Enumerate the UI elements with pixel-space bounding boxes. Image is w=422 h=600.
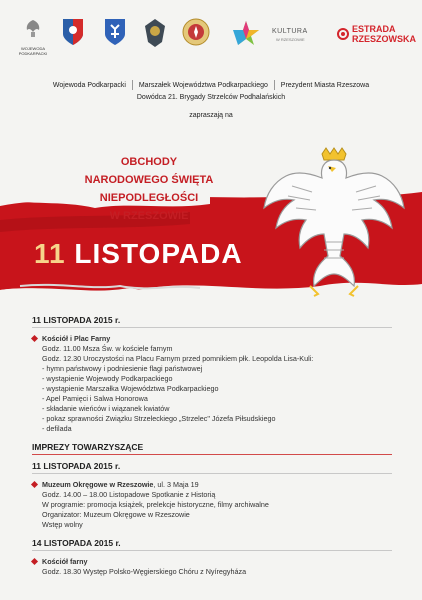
schedule-line: Godz. 12.30 Uroczystości na Placu Farnym przed pomnikiem płk. Leopolda Lisa-Kuli: xyxy=(42,354,314,363)
location-kosciol-plac-farny xyxy=(32,334,392,344)
section-title-11-nov: 11 LISTOPADA 2015 r. xyxy=(32,315,392,328)
location-name: Muzeum Okręgowe w Rzeszowie xyxy=(42,480,154,489)
kultura-star-icon xyxy=(226,18,266,53)
location-address: , ul. 3 Maja 19 xyxy=(153,480,199,489)
schedule-line: Wstęp wolny xyxy=(42,520,83,529)
schedule-line: - składanie wieńców i wiązanek kwiatów xyxy=(42,404,170,413)
schedule xyxy=(32,315,392,577)
bullet-diamond-icon xyxy=(31,481,38,488)
schedule-line: W programie: promocja książek, prelekcje historyczne, filmy archiwalne xyxy=(42,500,269,509)
schedule-line: - Apel Pamięci i Salwa Honorowa xyxy=(42,394,148,403)
host-marszalek: Marszałek Województwa Podkarpackiego xyxy=(138,81,268,89)
schedule-line: - pokaz sprawności Związku Strzeleckiego „Strzelec" Józefa Piłsudskiego xyxy=(42,414,276,423)
location-name: Kościół farny xyxy=(42,557,88,566)
sponsor-logos xyxy=(14,18,416,56)
kultura-sublabel: W RZESZOWIE xyxy=(276,37,305,42)
s3-lines xyxy=(32,490,392,530)
banner-date xyxy=(34,238,243,270)
schedule-line: - wystąpienie Marszałka Województwa Podkarpackiego xyxy=(42,384,219,393)
banner-title-line1: OBCHODY xyxy=(120,156,178,168)
location-kosciol-farny xyxy=(32,557,392,567)
kultura-label: KULTURA xyxy=(272,28,308,35)
schedule-line: - wystąpienie Wojewody Podkarpackiego xyxy=(42,374,173,383)
section-title-imprezy: IMPREZY TOWARZYSZĄCE xyxy=(32,442,392,455)
banner-month: LISTOPADA xyxy=(74,238,243,269)
banner-title xyxy=(54,153,244,225)
wojewoda-logo: WOJEWODA PODKARPACKI xyxy=(18,18,48,56)
banner-title-line3: W RZESZOWIE xyxy=(109,210,189,222)
marshal-emblem-icon xyxy=(182,18,210,51)
estrada-line2: RZESZOWSKA xyxy=(352,34,416,44)
rzeszow-crest-icon xyxy=(104,18,126,51)
schedule-line: Godz. 14.00 – 18.00 Listopadowe Spotkanie z Historią xyxy=(42,490,216,499)
brigade-emblem-icon xyxy=(142,18,168,53)
schedule-line: Organizator: Muzeum Okręgowe w Rzeszowie xyxy=(42,510,190,519)
estrada-logo xyxy=(352,24,416,44)
bullet-diamond-icon xyxy=(31,558,38,565)
bullet-diamond-icon xyxy=(31,335,38,342)
hosts xyxy=(0,80,422,101)
banner-title-line2: NARODOWEGO ŚWIĘTA NIEPODLEGŁOŚCI xyxy=(84,174,214,204)
schedule-line: - defilada xyxy=(42,424,72,433)
section-title-14-nov: 14 LISTOPADA 2015 r. xyxy=(32,538,392,551)
estrada-swirl-icon xyxy=(337,28,349,40)
s1-lines xyxy=(32,344,392,434)
invite-text: zapraszają na xyxy=(189,112,233,119)
schedule-line: Godz. 18.30 Występ Polsko-Węgierskiego Chóru z Nyíregyháza xyxy=(42,567,247,576)
host-dowodca: Dowódca 21. Brygady Strzelców Podhalańskich xyxy=(136,94,286,101)
podkarpackie-crest-icon xyxy=(62,18,84,51)
location-muzeum xyxy=(32,480,392,490)
location-name: Kościół i Plac Farny xyxy=(42,334,111,343)
estrada-line1: ESTRADA xyxy=(352,24,396,34)
host-prezydent: Prezydent Miasta Rzeszowa xyxy=(280,81,370,89)
section-title-11-nov-museum: 11 LISTOPADA 2015 r. xyxy=(32,461,392,474)
s4-lines xyxy=(32,567,392,577)
banner-day: 11 xyxy=(34,238,66,269)
schedule-line: - hymn państwowy i podniesienie flagi państwowej xyxy=(42,364,203,373)
schedule-line: Godz. 11.00 Msza Św. w kościele farnym xyxy=(42,344,173,353)
host-wojewoda: Wojewoda Podkarpacki xyxy=(52,81,126,89)
